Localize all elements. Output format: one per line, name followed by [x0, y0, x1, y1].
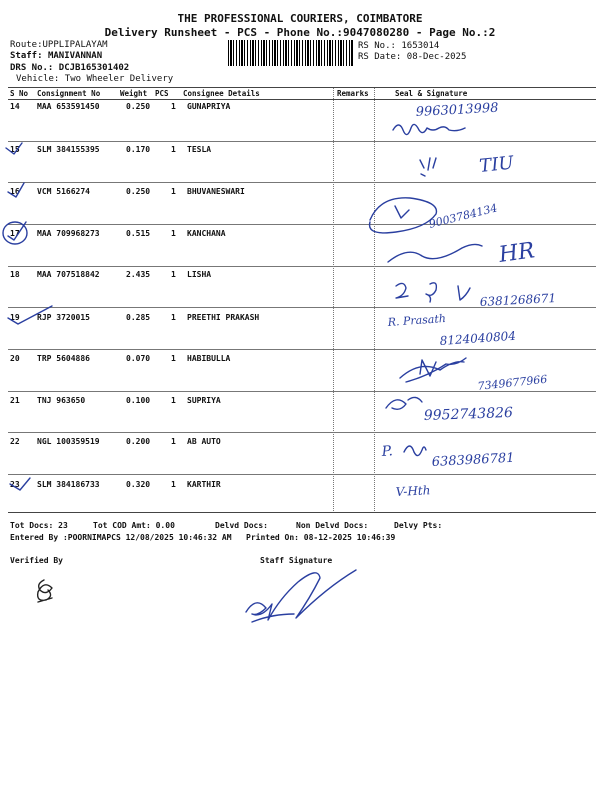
row-pcs: 1	[171, 396, 176, 405]
row-pcs: 1	[171, 102, 176, 111]
row-sno: 22	[10, 437, 20, 446]
verified-by-label: Verified By	[10, 556, 63, 565]
row-consignment: SLM 384155395	[37, 145, 100, 154]
row-consignee: HABIBULLA	[187, 354, 231, 363]
row-weight: 0.250	[126, 102, 151, 111]
row-pcs: 1	[171, 480, 176, 489]
row-consignment: MAA 653591450	[37, 102, 100, 111]
handwritten-15: TIU	[478, 152, 515, 177]
row-weight: 0.200	[126, 437, 151, 446]
handwritten-name-19: R. Prasath	[387, 311, 447, 329]
rs-no-label: RS No.:	[358, 41, 396, 51]
col-consignee: Consignee Details	[183, 89, 260, 98]
delvy-pts: Delvy Pts:	[394, 521, 443, 530]
row-weight: 0.515	[126, 229, 151, 238]
row-sno: 23	[10, 480, 20, 489]
handwritten-22: P.	[381, 443, 394, 460]
row-consignee: SUPRIYA	[187, 396, 221, 405]
handwritten-phone-21: 9952743826	[423, 404, 514, 424]
drs-label: DRS No.:	[10, 63, 54, 73]
row-sno: 19	[10, 313, 20, 322]
col-signature: Seal & Signature	[395, 89, 468, 98]
col-remarks: Remarks	[337, 89, 369, 98]
row-weight: 0.170	[126, 145, 151, 154]
non-delvd-docs: Non Delvd Docs:	[296, 521, 369, 530]
printed-on: Printed On: 08-12-2025 10:46:39	[246, 533, 396, 542]
row-consignee: LISHA	[187, 270, 212, 279]
row-consignment: SLM 384186733	[37, 480, 100, 489]
row-consignee: GUNAPRIYA	[187, 102, 231, 111]
row-consignee: TESLA	[187, 145, 212, 154]
tick-mark-19	[8, 306, 52, 324]
signature-17	[388, 244, 482, 262]
staff-signature-label: Staff Signature	[260, 556, 333, 565]
row-sno: 20	[10, 354, 20, 363]
col-pcs: PCS	[155, 89, 169, 98]
row-consignee: KARTHIR	[187, 480, 221, 489]
row-sno: 15	[10, 145, 20, 154]
tot-docs: Tot Docs: 23	[10, 521, 68, 530]
row-pcs: 1	[171, 229, 176, 238]
col-consignment: Consignment No	[37, 89, 101, 98]
row-pcs: 1	[171, 437, 176, 446]
row-sno: 18	[10, 270, 20, 279]
row-weight: 0.250	[126, 187, 151, 196]
vehicle-label: Vehicle:	[16, 74, 60, 84]
row-consignment: NGL 100359519	[37, 437, 100, 446]
handwritten-17: HR	[497, 238, 537, 268]
tot-cod-amount: Tot COD Amt: 0.00	[93, 521, 175, 530]
tick-mark-16	[8, 183, 24, 197]
rs-date-value: 08-Dec-2025	[406, 52, 467, 62]
tick-mark-23	[10, 478, 30, 490]
row-weight: 0.285	[126, 313, 151, 322]
row-weight: 0.100	[126, 396, 151, 405]
signature-18	[396, 283, 470, 302]
drs-value: DCJB165301402	[58, 63, 130, 73]
row-weight: 0.070	[126, 354, 151, 363]
row-consignment: VCM 5166274	[37, 187, 90, 196]
row-consignee: PREETHI PRAKASH	[187, 313, 260, 322]
row-sno: 21	[10, 396, 20, 405]
row-pcs: 1	[171, 354, 176, 363]
row-pcs: 1	[171, 270, 176, 279]
handwritten-phone-16: 9003784134	[427, 201, 499, 231]
row-consignment: RJP 3720015	[37, 313, 90, 322]
staff-signature	[246, 570, 356, 622]
signature-22	[404, 446, 426, 456]
handwritten-phone-19: 8124040804	[439, 328, 517, 348]
row-sno: 16	[10, 187, 20, 196]
row-consignment: TRP 5604886	[37, 354, 90, 363]
row-pcs: 1	[171, 313, 176, 322]
staff-value: MANIVANNAN	[47, 51, 103, 61]
row-consignment: TNJ 963650	[37, 396, 86, 405]
row-consignee: AB AUTO	[187, 437, 221, 446]
company-title: THE PROFESSIONAL COURIERS, COIMBATORE	[177, 12, 423, 25]
runsheet-subtitle: Delivery Runsheet - PCS - Phone No.:9047080280 - Page No.:2	[104, 26, 496, 39]
col-sno: S No	[10, 89, 29, 98]
row-consignee: BHUVANESWARI	[187, 187, 245, 196]
row-consignment: MAA 709968273	[37, 229, 100, 238]
tick-mark-15	[6, 143, 22, 154]
handwritten-phone-14: 9963013998	[415, 100, 499, 120]
row-consignment: MAA 707518842	[37, 270, 100, 279]
handwritten-phone-18: 6381268671	[479, 291, 557, 309]
delvd-docs: Delvd Docs:	[215, 521, 268, 530]
row-weight: 2.435	[126, 270, 151, 279]
row-pcs: 1	[171, 187, 176, 196]
row-weight: 0.320	[126, 480, 151, 489]
signature-21	[386, 397, 422, 409]
row-sno: 17	[10, 229, 20, 238]
signature-16-loop	[370, 198, 437, 233]
rs-date-label: RS Date:	[358, 52, 402, 62]
signature-15-scribble	[420, 158, 436, 176]
row-sno: 14	[10, 102, 20, 111]
row-consignee: KANCHANA	[187, 229, 226, 238]
signature-20-scribble	[400, 358, 466, 382]
entered-by: Entered By :POORNIMAPCS 12/08/2025 10:46:32 AM	[10, 533, 232, 542]
verifier-signature	[38, 580, 52, 602]
row-pcs: 1	[171, 145, 176, 154]
route-value: UPPLIPALAYAM	[42, 40, 108, 50]
staff-label: Staff:	[10, 51, 43, 61]
signature-14	[393, 124, 465, 134]
route-label: Route:	[10, 40, 43, 50]
vehicle-value: Two Wheeler Delivery	[64, 74, 174, 84]
rs-no-value: 1653014	[401, 41, 440, 51]
col-weight: Weight	[120, 89, 148, 98]
handwritten-23: V-Hth	[395, 483, 431, 499]
handwritten-phone-20: 7349677966	[476, 372, 548, 393]
handwritten-phone-22: 6383986781	[431, 450, 515, 470]
